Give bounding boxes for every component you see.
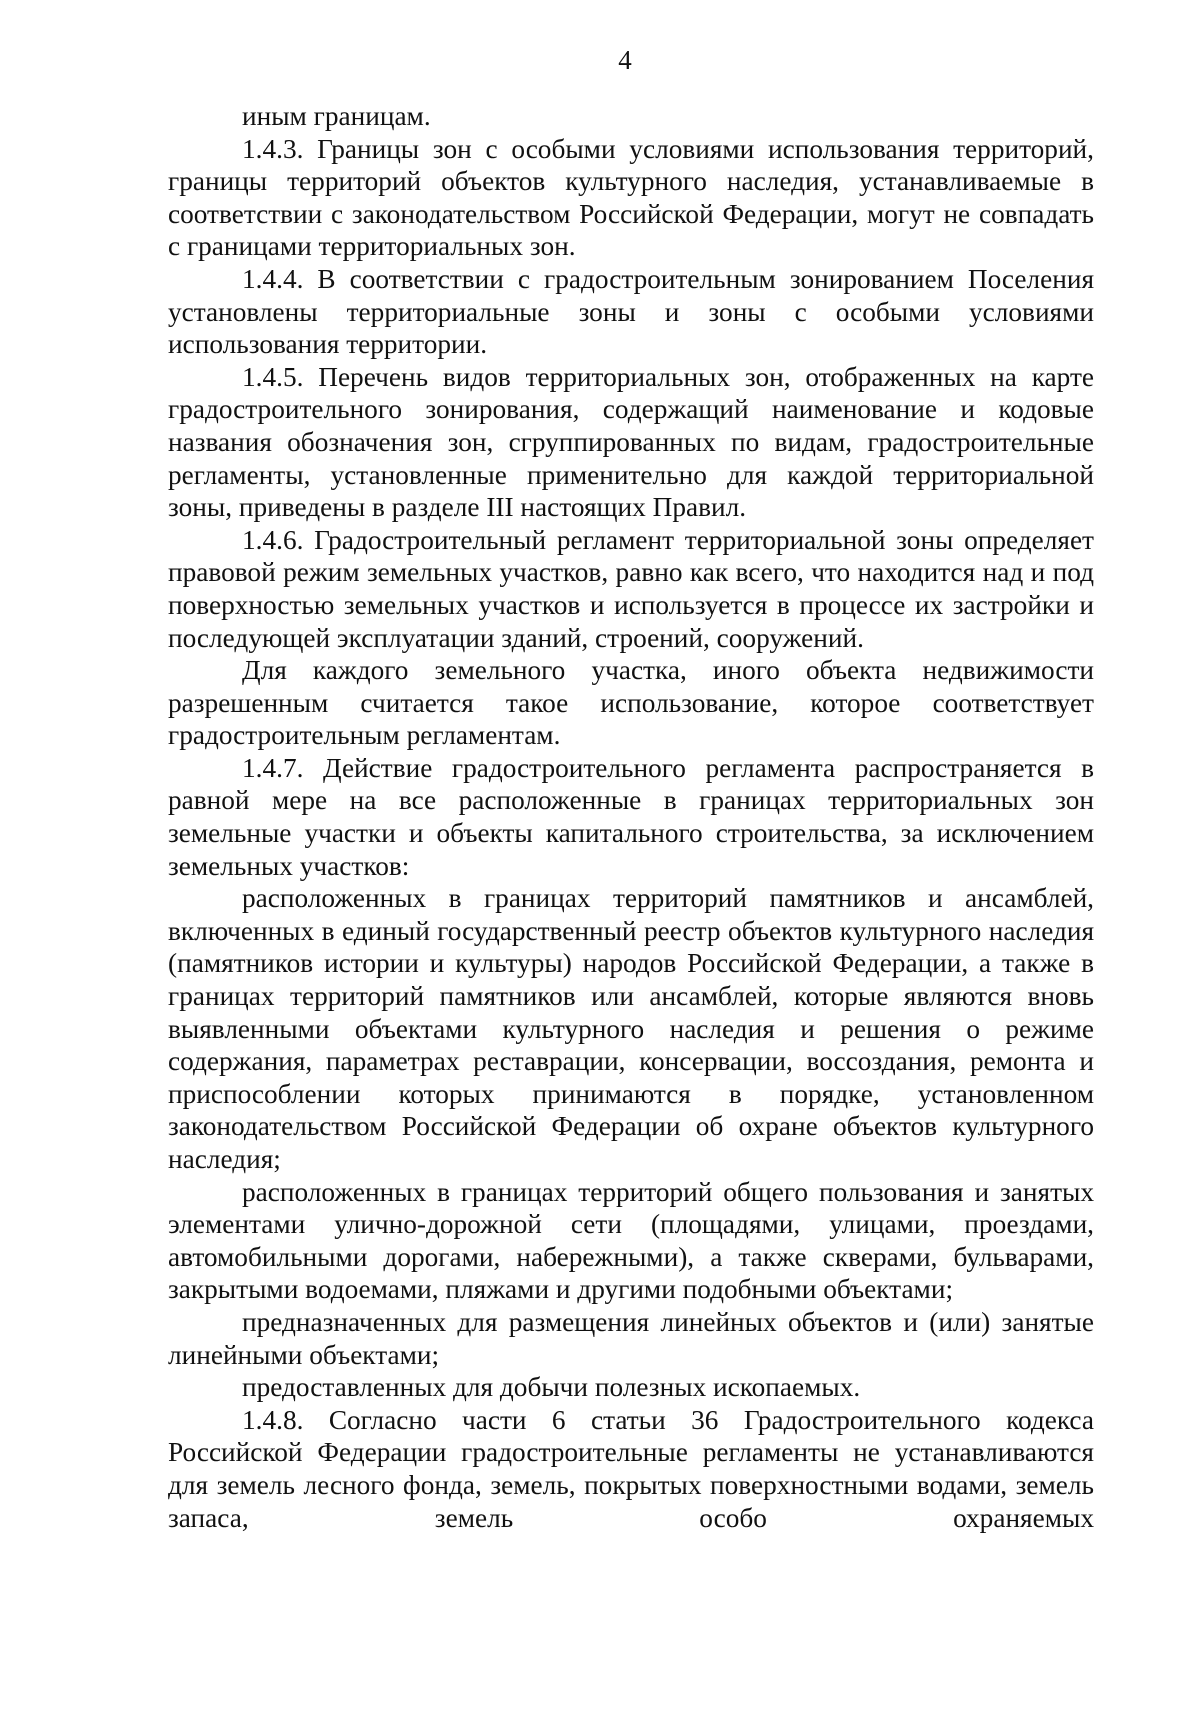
list-item-cultural-heritage: расположенных в границах территорий памятников и ансамблей, включенных в единый государственный реестр объектов культурного наследия (памятников истории и культуры) народов Российской Федерации, а также в границах территорий памятников или ансамблей, которые являются вновь выявленными объектами культурного наследия и решения о режиме содержания, параметрах реставрации, консервации, воссоздания, ремонта и приспособлении которых принимаются в порядке, установленном законодательством Российской Федерации об охране объектов культурного наследия; (168, 883, 1094, 1174)
paragraph-1-4-8: 1.4.8. Согласно части 6 статьи 36 Градостроительного кодекса Российской Федерации градостроительные регламенты не устанавливаются для земель лесного фонда, земель, покрытых поверхностными водами, земель запаса, земель особо охраняемых (168, 1404, 1094, 1533)
list-item-mineral-extraction: предоставленных для добычи полезных ископаемых. (242, 1372, 861, 1403)
paragraph-continuation: иным границам. (242, 101, 431, 131)
paragraph-1-4-5: 1.4.5. Перечень видов территориальных зон, отображенных на карте градостроительного зонирования, содержащий наименование и кодовые названия обозначения зон, сгруппированных по видам, градостроительные регламенты, установленные применительно для каждой территориальной зоны, приведены в разделе III настоящих Правил. (168, 361, 1094, 523)
paragraph-permitted-use: Для каждого земельного участка, иного объекта недвижимости разрешенным считается такое использование, которое соответствует градостроительным регламентам. (168, 655, 1094, 751)
paragraph-1-4-4: 1.4.4. В соответствии с градостроительным зонированием Поселения установлены территориальные зоны и зоны с особыми условиями использования территории. (168, 263, 1094, 360)
document-body (168, 100, 1094, 1534)
paragraph-1-4-3: 1.4.3. Границы зон с особыми условиями использования территорий, границы территорий объектов культурного наследия, устанавливаемые в соответствии с законодательством Российской Федерации, могут не совпадать с границами территориальных зон. (168, 133, 1094, 262)
list-item-public-territories: расположенных в границах территорий общего пользования и занятых элементами улично-дорожной сети (площадями, улицами, проездами, автомобильными дорогами, набережными), а также скверами, бульварами, закрытыми водоемами, пляжами и другими подобными объектами; (168, 1176, 1094, 1305)
paragraph-1-4-7: 1.4.7. Действие градостроительного регламента распространяется в равной мере на все расположенные в границах территориальных зон земельные участки и объекты капитального строительства, за исключением земельных участков: (168, 752, 1094, 881)
paragraph-1-4-6: 1.4.6. Градостроительный регламент территориальной зоны определяет правовой режим земельных участков, равно как всего, что находится над и под поверхностью земельных участков и используется в процессе их застройки и последующей эксплуатации зданий, строений, сооружений. (168, 524, 1094, 653)
page-number: 4 (618, 45, 632, 75)
list-item-linear-objects: предназначенных для размещения линейных объектов и (или) занятые линейными объектами; (168, 1306, 1094, 1370)
